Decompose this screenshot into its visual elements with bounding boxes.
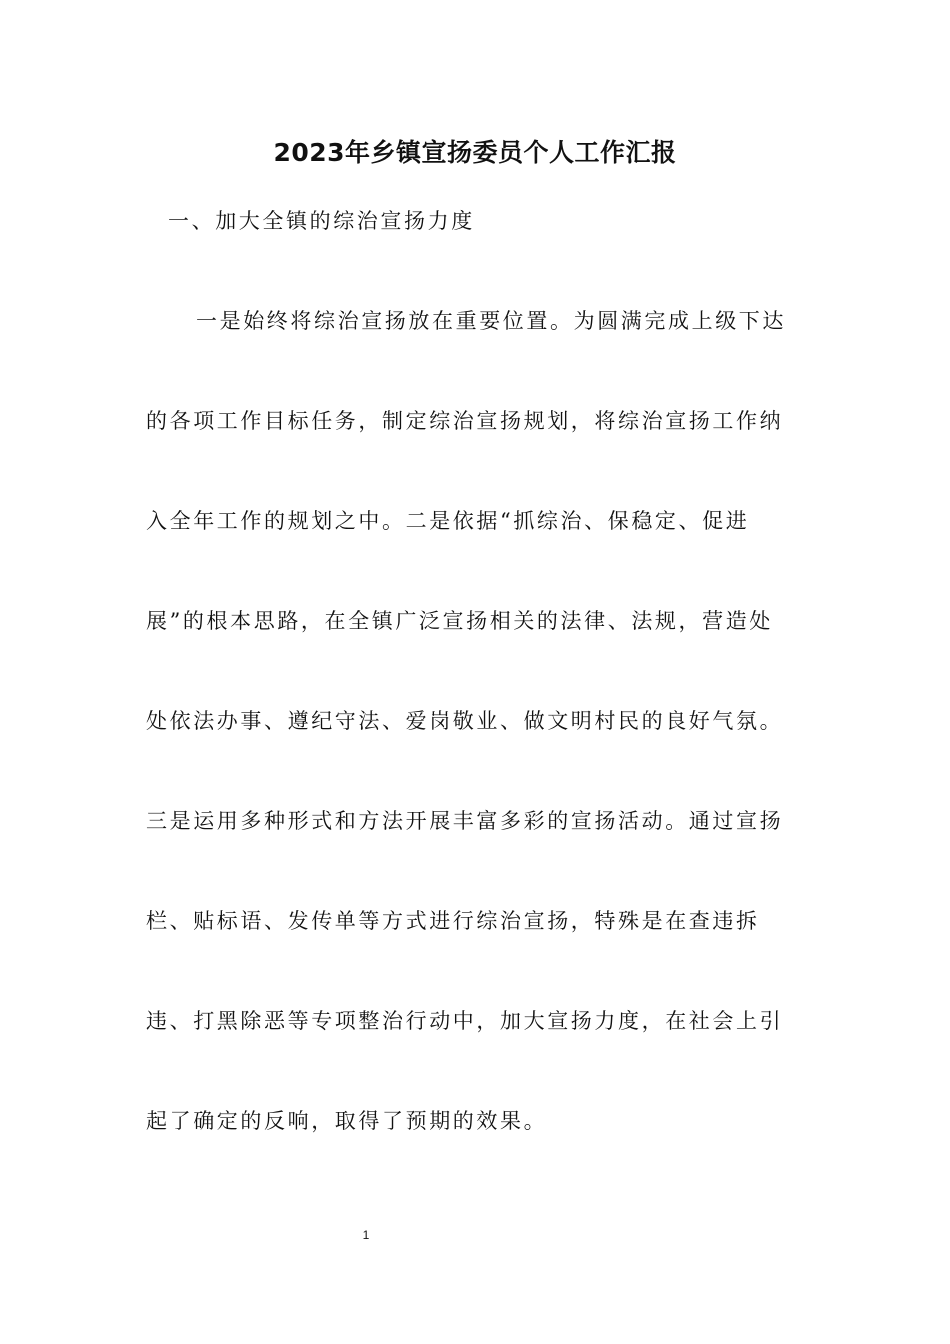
paragraph-line: 的各项工作目标任务，制定综治宣扬规划，将综治宣扬工作纳 (146, 409, 784, 433)
paragraph-line: 违、打黑除恶等专项整治行动中，加大宣扬力度，在社会上引 (146, 1009, 784, 1033)
paragraph-line: 一是始终将综治宣扬放在重要位置。为圆满完成上级下达 (196, 309, 786, 333)
page-number: 1 (362, 1228, 370, 1242)
section-heading: 一、加大全镇的综治宣扬力度 (168, 209, 475, 233)
paragraph-line: 处依法办事、遵纪守法、爱岗敬业、做文明村民的良好气氛。 (146, 709, 784, 733)
paragraph-line: 三是运用多种形式和方法开展丰富多彩的宣扬活动。通过宣扬 (146, 809, 784, 833)
paragraph-line: 栏、贴标语、发传单等方式进行综治宣扬，特殊是在查违拆 (146, 909, 760, 933)
document-title: 2023年乡镇宣扬委员个人工作汇报 (273, 138, 677, 167)
paragraph-line: 入全年工作的规划之中。二是依据“抓综治、保稳定、促进 (146, 509, 750, 533)
paragraph-line: 展”的根本思路，在全镇广泛宣扬相关的法律、法规，营造处 (146, 609, 773, 633)
paragraph-line: 起了确定的反响，取得了预期的效果。 (146, 1109, 548, 1133)
